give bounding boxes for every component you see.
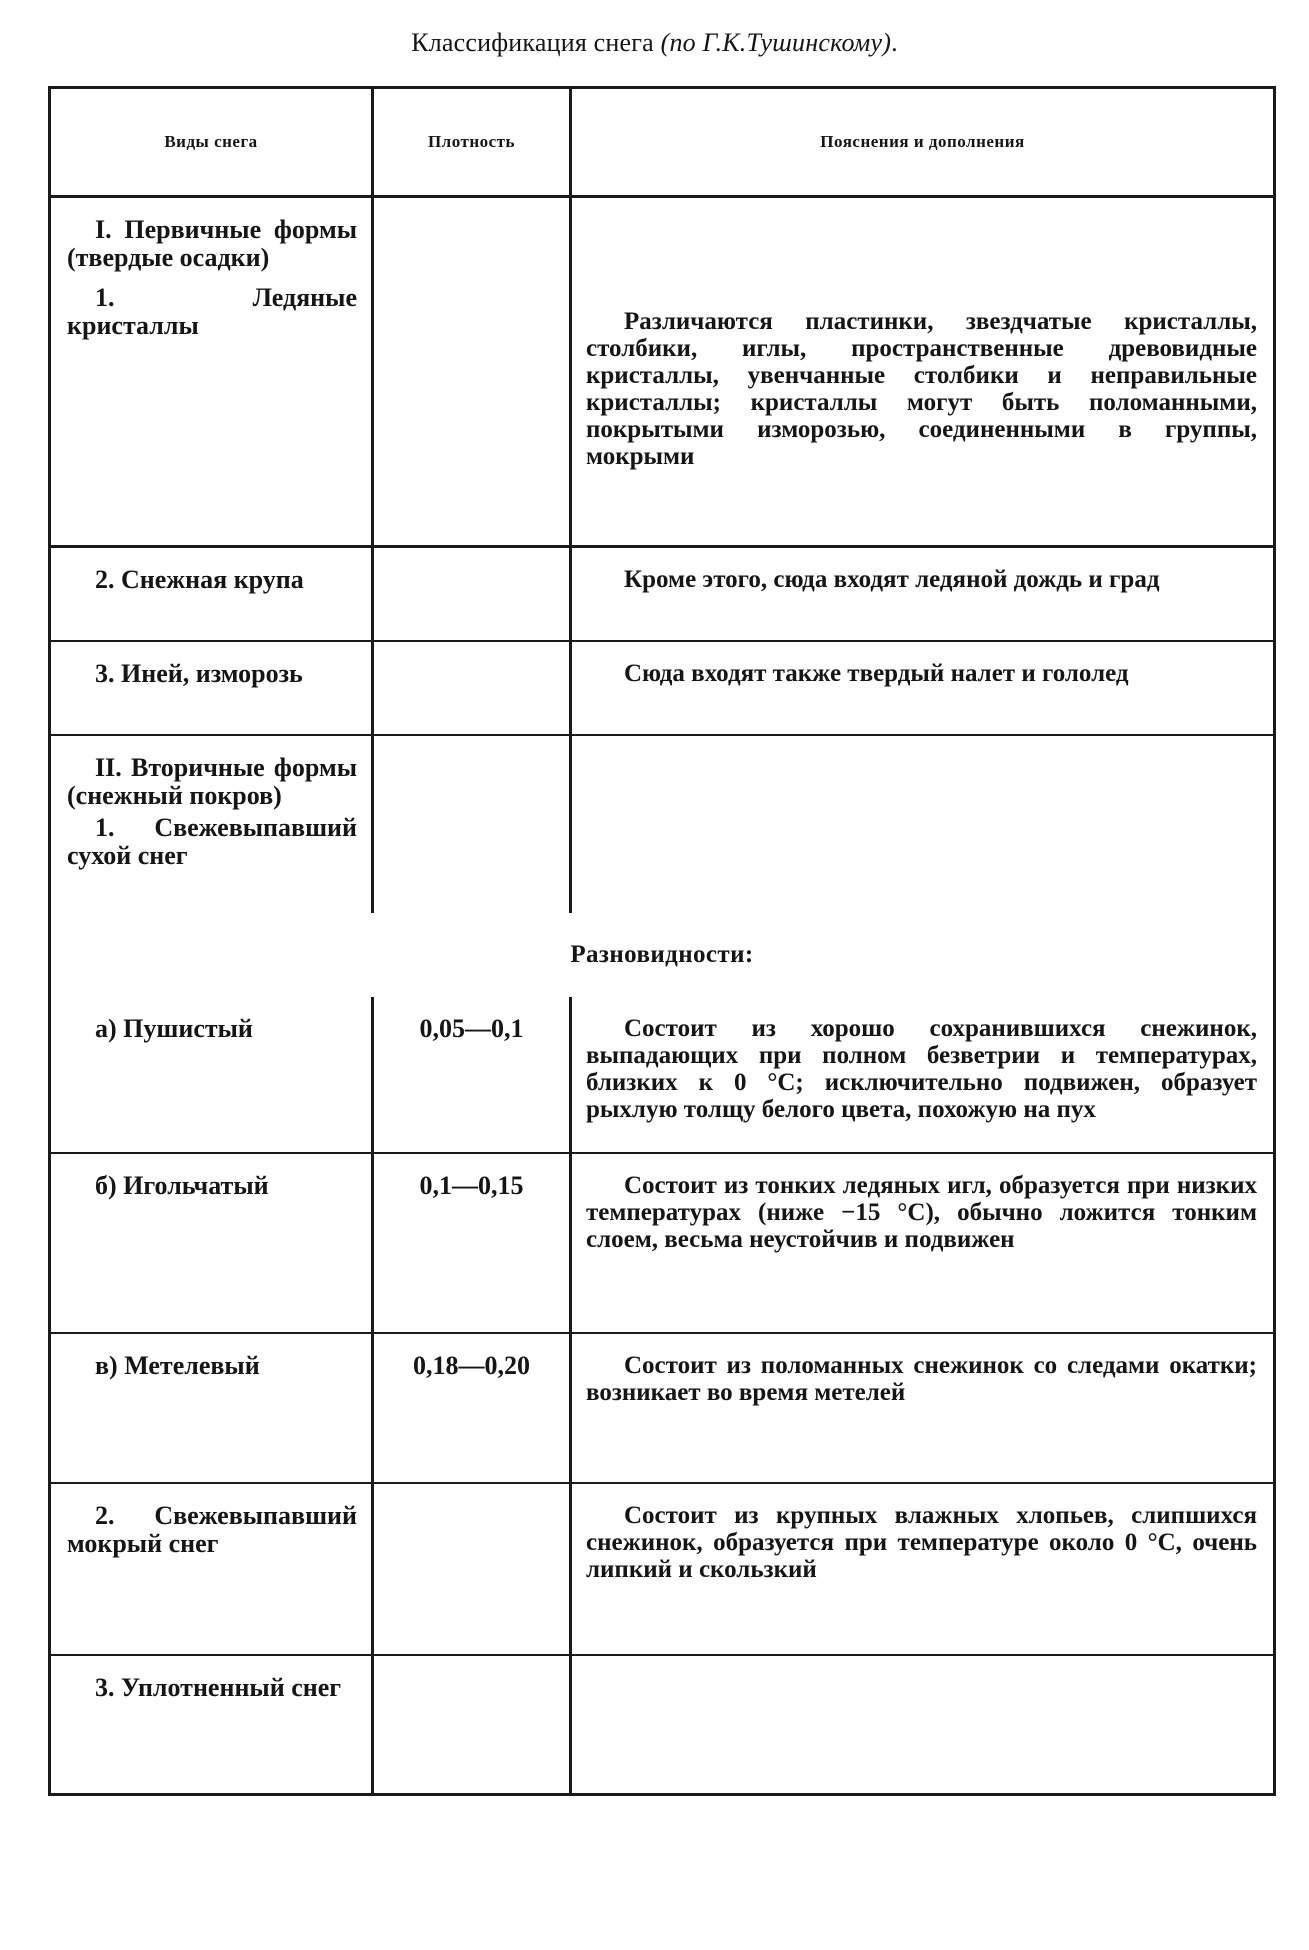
table-row	[50, 735, 1275, 913]
note-text: Состоит из крупных влажных хлопьев, слипшихся снежинок, образуется при температуре около 0 °С, очень липкий и скользкий	[586, 1501, 1257, 1583]
note-text: Кроме этого, сюда входят ледяной дождь и град	[624, 566, 1160, 593]
note-text: Состоит из поломанных снежинок со следами окатки; возникает во время метелей	[586, 1351, 1257, 1406]
density-cell	[373, 641, 571, 735]
kind-label: 3. Иней, изморозь	[95, 658, 303, 688]
note-cell	[571, 1153, 1275, 1333]
density-cell	[373, 1483, 571, 1655]
table-header-row	[50, 88, 1275, 197]
density-cell	[373, 1655, 571, 1795]
varieties-label: Разновидности:	[50, 913, 1275, 997]
snow-classification-table	[48, 86, 1276, 1796]
note-text	[572, 1656, 1273, 1682]
note-cell	[571, 997, 1275, 1153]
note-cell	[571, 197, 1275, 547]
kind-label: а) Пушистый	[95, 1013, 253, 1043]
note-cell	[571, 547, 1275, 641]
table-row	[50, 1483, 1275, 1655]
density-cell	[373, 735, 571, 913]
kind-cell	[50, 197, 373, 547]
page-title	[0, 28, 1309, 58]
title-author: (по Г.К.Тушинскому)	[660, 28, 892, 57]
density-cell	[373, 1153, 571, 1333]
density-cell	[373, 997, 571, 1153]
kind-label: 3. Уплотненный снег	[95, 1672, 342, 1702]
density-cell	[373, 547, 571, 641]
density-value: 0,18—0,20	[413, 1350, 530, 1380]
kind-label: б) Игольчатый	[95, 1170, 269, 1200]
table-row	[50, 1153, 1275, 1333]
note-text	[572, 736, 1273, 762]
varieties-row	[50, 913, 1275, 997]
density-value	[374, 198, 569, 224]
density-cell	[373, 1333, 571, 1483]
note-cell	[571, 1655, 1275, 1795]
kind-cell	[50, 1153, 373, 1333]
note-text: Сюда входят также твердый налет и гололед	[624, 659, 1129, 687]
kind-cell	[50, 735, 373, 913]
density-cell	[373, 197, 571, 547]
note-cell	[571, 1333, 1275, 1483]
header-notes: Пояснения и дополнения	[571, 88, 1275, 197]
title-main: Классификация снега	[411, 28, 654, 57]
density-value: 0,05—0,1	[419, 1013, 524, 1043]
note-text: Различаются пластинки, звездчатые кристаллы, столбики, иглы, пространственные древовидные кристаллы, увенчанные столбики и неправильные кристаллы; кристаллы могут быть поломанными, покрытыми изморозью, соединенными в группы, мокрыми	[586, 308, 1257, 470]
note-cell	[571, 1483, 1275, 1655]
density-value	[374, 548, 569, 574]
note-cell	[571, 735, 1275, 913]
note-text: Состоит из тонких ледяных игл, образуется при низких температурах (ниже −15 °С), обычно ложится тонким слоем, весьма неустойчив и подвижен	[586, 1171, 1257, 1253]
kind-cell	[50, 1655, 373, 1795]
density-value	[374, 1656, 569, 1682]
density-value: 0,1—0,15	[419, 1170, 524, 1200]
kind-label: 1. Свежевыпавший сухой снег	[67, 812, 357, 870]
density-value	[374, 736, 569, 762]
density-value	[374, 642, 569, 668]
kind-group-label: I. Первичные формы (твердые осадки)	[67, 215, 357, 272]
table-row	[50, 997, 1275, 1153]
header-kind: Виды снега	[50, 88, 373, 197]
table-row	[50, 1655, 1275, 1795]
kind-label: 1. Ледяные кристаллы	[67, 283, 357, 340]
kind-cell	[50, 1333, 373, 1483]
table-row	[50, 197, 1275, 547]
kind-cell	[50, 997, 373, 1153]
title-tail: .	[891, 28, 898, 57]
header-density: Плотность	[373, 88, 571, 197]
table-row	[50, 547, 1275, 641]
density-value	[374, 1484, 569, 1510]
table-row	[50, 641, 1275, 735]
note-text: Состоит из хорошо сохранившихся снежинок, выпадающих при полном безветрии и температурах, близких к 0 °С; исключительно подвижен, образует рыхлую толщу белого цвета, похожую на пух	[586, 1014, 1257, 1123]
table-row	[50, 1333, 1275, 1483]
kind-cell	[50, 1483, 373, 1655]
kind-cell	[50, 547, 373, 641]
note-cell	[571, 641, 1275, 735]
kind-label: в) Метелевый	[95, 1350, 260, 1380]
kind-cell	[50, 641, 373, 735]
kind-group-label: II. Вторичные формы (снежный покров)	[67, 752, 357, 810]
kind-label: 2. Снежная крупа	[95, 565, 304, 594]
kind-label: 2. Свежевыпавший мокрый снег	[67, 1500, 357, 1558]
